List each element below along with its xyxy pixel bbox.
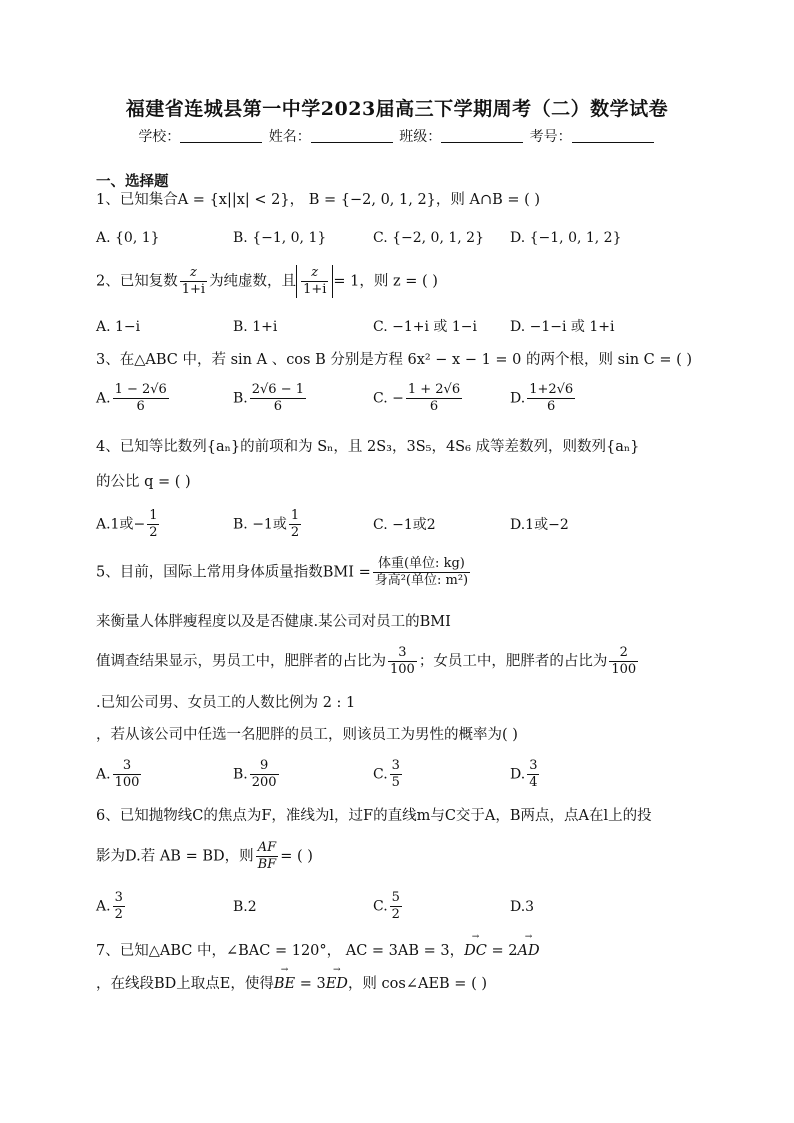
student-info-row	[0, 126, 794, 146]
q2-frac-num: z	[180, 265, 207, 282]
q3-option-b[interactable]	[233, 382, 308, 415]
q4-a-den: 2	[149, 525, 158, 540]
q3-b-frac	[250, 382, 306, 415]
section-title: 一、选择题	[96, 173, 169, 190]
q6-text-pre: 影为D.若 AB = BD，则	[96, 848, 254, 865]
q4-b-num: 1	[290, 508, 300, 523]
q2-option-c[interactable]: C. −1+i 或 1−i	[373, 319, 477, 335]
q1-option-c[interactable]: C. {−2, 0, 1, 2}	[373, 230, 484, 246]
q4-option-a[interactable]	[96, 508, 161, 541]
q4-a-frac	[147, 508, 159, 541]
q5-option-b[interactable]	[233, 758, 281, 791]
question-2	[96, 265, 438, 298]
question-3: 3、在△ABC 中，若 sin A 、cos B 分别是方程 6x² − x − 1 = 0 的两个根，则 sin C = ( )	[96, 352, 693, 368]
q7-eq-3: = 3	[299, 976, 326, 992]
q3-c-den: 6	[429, 399, 439, 414]
question-5-line-3	[96, 645, 640, 678]
q6-a-label: A.	[96, 898, 111, 915]
q7-line2-post: ，则 cos∠AEB = ( )	[347, 976, 487, 992]
q2-fraction	[180, 265, 207, 298]
q2-text-pre: 2、已知复数	[96, 273, 178, 290]
q6-c-label: C.	[373, 898, 388, 915]
question-7-line-1	[96, 943, 540, 960]
question-5-line-4: .已知公司男、女员工的人数比例为 2 : 1	[96, 695, 356, 711]
q3-option-c[interactable]	[373, 382, 464, 415]
q4-option-c[interactable]: C. −1或2	[373, 517, 436, 533]
exam-number-blank[interactable]	[572, 128, 654, 143]
q2-option-d[interactable]: D. −1−i 或 1+i	[510, 319, 615, 335]
q4-option-b[interactable]	[233, 508, 303, 541]
q3-c-frac	[406, 382, 462, 415]
school-blank[interactable]	[180, 128, 262, 143]
q3-option-a[interactable]	[96, 382, 171, 415]
q2-option-a[interactable]: A. 1−i	[96, 319, 141, 335]
q5-text-pre: 5、目前，国际上常用身体质量指数BMI =	[96, 564, 371, 581]
q6-c-num: 5	[391, 890, 400, 905]
q4-a-label: A.1或−	[96, 516, 146, 533]
q5-option-c[interactable]	[373, 758, 404, 791]
q4-option-d[interactable]: D.1或−2	[510, 517, 569, 533]
q6-frac-num: AF	[256, 840, 279, 857]
q6-option-a[interactable]	[96, 890, 127, 923]
class-label: 班级：	[399, 129, 442, 145]
q3-d-num: 1+2√6	[529, 382, 574, 397]
q5-bmi-fraction	[373, 556, 470, 589]
q5-c-num: 3	[391, 758, 400, 773]
exam-number-label: 考号：	[529, 129, 572, 145]
q5-b-num: 9	[250, 758, 279, 775]
q2-option-b[interactable]: B. 1+i	[233, 319, 278, 335]
q6-frac-den: BF	[257, 857, 277, 872]
q5-option-d[interactable]	[510, 758, 541, 791]
q5-line3-pre: 值调查结果显示，男员工中，肥胖者的占比为	[96, 653, 386, 670]
q3-b-num: 2√6 − 1	[251, 382, 305, 397]
q3-b-label: B.	[233, 390, 248, 407]
q5-bmi-num: 体重(单位: kg)	[373, 556, 470, 573]
school-label: 学校：	[138, 129, 181, 145]
q7-vector-be: → BE	[274, 976, 295, 993]
q2-abs	[296, 265, 333, 298]
class-blank[interactable]	[441, 128, 523, 143]
question-6-line-2	[96, 840, 313, 873]
q5-female-frac	[609, 645, 638, 678]
q7-vector-ed: → ED	[326, 976, 348, 993]
q2-text-post: = 1，则 z = ( )	[333, 273, 438, 290]
q2-abs-den: 1+i	[303, 282, 327, 297]
q5-a-frac	[113, 758, 142, 791]
q3-a-num: 1 − 2√6	[114, 382, 167, 397]
q2-frac-den: 1+i	[181, 282, 206, 297]
q6-option-c[interactable]	[373, 890, 404, 923]
question-1: 1、已知集合A = {x||x| < 2}， B = {−2, 0, 1, 2}，则 A∩B = ( )	[96, 192, 541, 208]
q1-option-d[interactable]: D. {−1, 0, 1, 2}	[510, 230, 622, 246]
q3-d-den: 6	[547, 399, 556, 414]
q4-a-num: 1	[149, 508, 158, 523]
q3-a-label: A.	[96, 390, 111, 407]
q7-vector-ad: → AD	[517, 943, 539, 960]
page-title: 福建省连城县第一中学2023届高三下学期周考（二）数学试卷	[125, 98, 669, 120]
q6-text-post: = ( )	[280, 848, 313, 865]
q3-a-frac	[113, 382, 169, 415]
question-5-line-2: 来衡量人体胖瘦程度以及是否健康.某公司对员工的BMI	[96, 614, 451, 630]
q5-bmi-den: 身高²(单位: m²)	[374, 573, 469, 588]
q5-c-frac	[390, 758, 402, 791]
q3-d-frac	[527, 382, 575, 415]
q5-b-label: B.	[233, 766, 248, 783]
question-4-line-1: 4、已知等比数列{aₙ}的前项和为 Sₙ，且 2S₃，3S₅，4S₆ 成等差数列，则数列{aₙ}	[96, 439, 640, 455]
q5-option-a[interactable]	[96, 758, 143, 791]
name-blank[interactable]	[311, 128, 393, 143]
q5-female-den: 100	[611, 662, 637, 677]
q1-option-b[interactable]: B. {−1, 0, 1}	[233, 230, 327, 246]
q4-b-den: 2	[290, 525, 300, 540]
q3-a-den: 6	[136, 399, 145, 414]
q5-a-den: 100	[114, 775, 140, 790]
q4-b-frac	[289, 508, 301, 541]
q5-c-den: 5	[391, 775, 400, 790]
q6-c-frac	[390, 890, 402, 923]
q6-option-b[interactable]: B.2	[233, 899, 257, 915]
q5-b-den: 200	[251, 775, 277, 790]
question-6-line-1: 6、已知抛物线C的焦点为F，准线为l，过F的直线m与C交于A，B两点，点A在l上的投	[96, 808, 652, 824]
q1-option-a[interactable]: A. {0, 1}	[96, 230, 160, 246]
q5-male-frac	[388, 645, 417, 678]
q3-c-label: C. −	[373, 390, 404, 407]
q5-male-den: 100	[390, 662, 415, 677]
q6-option-d[interactable]: D.3	[510, 899, 535, 915]
q6-a-frac	[113, 890, 125, 923]
q6-a-den: 2	[114, 907, 123, 922]
question-5-line-1	[96, 556, 472, 589]
q2-text-mid: 为纯虚数，且	[209, 273, 297, 290]
q5-d-frac	[527, 758, 539, 791]
q5-c-label: C.	[373, 766, 388, 783]
question-5-line-5: ，若从该公司中任选一名肥胖的员工，则该员工为男性的概率为( )	[96, 727, 518, 743]
q3-d-label: D.	[510, 390, 526, 407]
q5-female-num: 2	[609, 645, 638, 662]
q4-b-label: B. −1或	[233, 516, 287, 533]
q5-d-den: 4	[529, 775, 538, 790]
q7-eq-2: = 2	[491, 943, 518, 959]
q5-line3-mid: ；女员工中，肥胖者的占比为	[418, 653, 608, 670]
question-4-line-2: 的公比 q = ( )	[96, 474, 191, 490]
q6-fraction	[256, 840, 279, 873]
q3-option-d[interactable]	[510, 382, 577, 415]
q7-vector-dc: → DC	[464, 943, 487, 960]
q7-line2-pre: ，在线段BD上取点E，使得	[96, 976, 274, 992]
q3-c-num: 1 + 2√6	[407, 382, 461, 397]
q5-a-num: 3	[113, 758, 142, 775]
question-7-line-2	[96, 976, 487, 993]
q5-male-num: 3	[388, 645, 417, 662]
q5-d-label: D.	[510, 766, 526, 783]
name-label: 姓名：	[268, 129, 311, 145]
q3-b-den: 6	[273, 399, 283, 414]
q2-abs-fraction	[301, 265, 328, 298]
q7-text-pre: 7、已知△ABC 中，∠BAC = 120°， AC = 3AB = 3，	[96, 943, 465, 959]
q5-d-num: 3	[529, 758, 538, 773]
q6-a-num: 3	[114, 890, 123, 905]
q2-abs-num: z	[301, 265, 328, 282]
q5-b-frac	[250, 758, 279, 791]
q6-c-den: 2	[391, 907, 400, 922]
q5-a-label: A.	[96, 766, 111, 783]
